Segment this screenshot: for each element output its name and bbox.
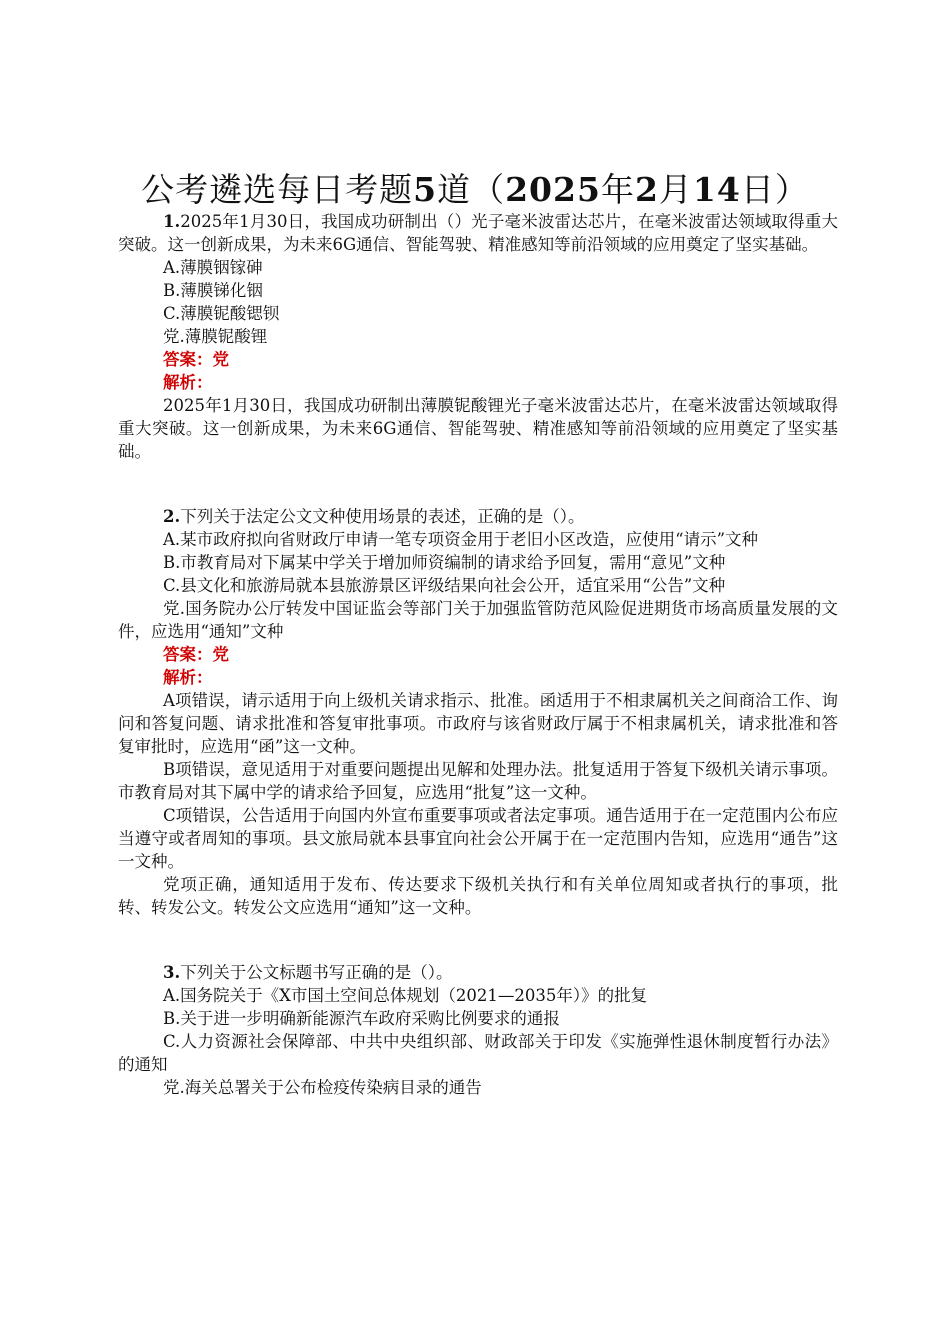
title-text: 公考遴选每日考题 [141,170,414,209]
question-number: 1. [163,212,181,231]
question-stem: 2.下列关于法定公文文种使用场景的表述，正确的是（）。 [163,507,585,526]
option-b: B.市教育局对下属某中学关于增加师资编制的请求给予回复，需用“意见”文种 [163,553,726,572]
option-d: 党.国务院办公厅转发中国证监会等部门关于加强监管防范风险促进期货市场高质量发展的文件，应选用“通知”文种 [118,599,838,641]
analysis-text: C项错误，公告适用于向国内外宣布重要事项或者法定事项。通告适用于在一定范围内公布应当遵守或者周知的事项。县文旅局就本县事宜向社会公开属于在一定范围内告知，应选用“通告”这一文种。 [118,806,838,871]
option-c: C.县文化和旅游局就本县旅游景区评级结果向社会公开，适宜采用“公告”文种 [163,576,726,595]
analysis-label: 解析： [163,373,213,392]
analysis-text: 2025年1月30日，我国成功研制出薄膜铌酸锂光子毫米波雷达芯片，在毫米波雷达领域取得重大突破。这一创新成果，为未来6G通信、智能驾驶、精准感知等前沿领域的应用奠定了坚实基础。 [118,396,838,461]
option-b: B.薄膜锑化铟 [163,281,263,300]
question-2 [118,505,838,919]
option-c: C.人力资源社会保障部、中共中央组织部、财政部关于印发《实施弹性退休制度暂行办法》的通知 [118,1032,838,1074]
title-text: 道（ [437,170,506,209]
title-day: 14 [692,170,741,209]
question-number: 2. [163,507,181,526]
analysis-text: A项错误，请示适用于向上级机关请求指示、批准。函适用于不相隶属机关之间商洽工作、询问和答复问题、请求批准和答复审批事项。市政府与该省财政厅属于不相隶属机关，请求批准和答复审批时，应选用“函”这一文种。 [118,691,838,756]
option-d: 党.薄膜铌酸锂 [163,327,268,346]
question-stem: 3.下列关于公文标题书写正确的是（）。 [163,963,453,982]
option-c: C.薄膜铌酸锶钡 [163,304,280,323]
option-b: B.关于进一步明确新能源汽车政府采购比例要求的通报 [163,1009,560,1028]
option-a: A.某市政府拟向省财政厅申请一笔专项资金用于老旧小区改造，应使用“请示”文种 [163,530,759,549]
title-year: 2025 [505,170,601,209]
question-list [118,210,838,1099]
option-a: A.国务院关于《X市国土空间总体规划（2021—2035年）》的批复 [163,986,648,1005]
title-text: 日） [740,170,809,209]
title-text: 年 [600,170,635,209]
analysis-text: B项错误，意见适用于对重要问题提出见解和处理办法。批复适用于答复下级机关请示事项。市教育局对其下属中学的请求给予回复，应选用“批复”这一文种。 [118,760,838,802]
question-stem: 1.2025年1月30日，我国成功研制出（）光子毫米波雷达芯片，在毫米波雷达领域取得重大突破。这一创新成果，为未来6G通信、智能驾驶、精准感知等前沿领域的应用奠定了坚实基础。 [118,212,838,254]
page-title [0,168,950,212]
answer-label: 答案：党 [163,645,229,664]
title-count: 5 [413,170,438,209]
question-1 [118,210,838,463]
option-a: A.薄膜铟镓砷 [163,258,263,277]
title-month: 2 [634,170,659,209]
question-3 [118,961,838,1099]
analysis-label: 解析： [163,668,213,687]
title-text: 月 [658,170,693,209]
question-number: 3. [163,963,181,982]
answer-label: 答案：党 [163,350,229,369]
analysis-text: 党项正确，通知适用于发布、传达要求下级机关执行和有关单位周知或者执行的事项，批转、转发公文。转发公文应选用“通知”这一文种。 [118,875,838,917]
option-d: 党.海关总署关于公布检疫传染病目录的通告 [163,1078,482,1097]
